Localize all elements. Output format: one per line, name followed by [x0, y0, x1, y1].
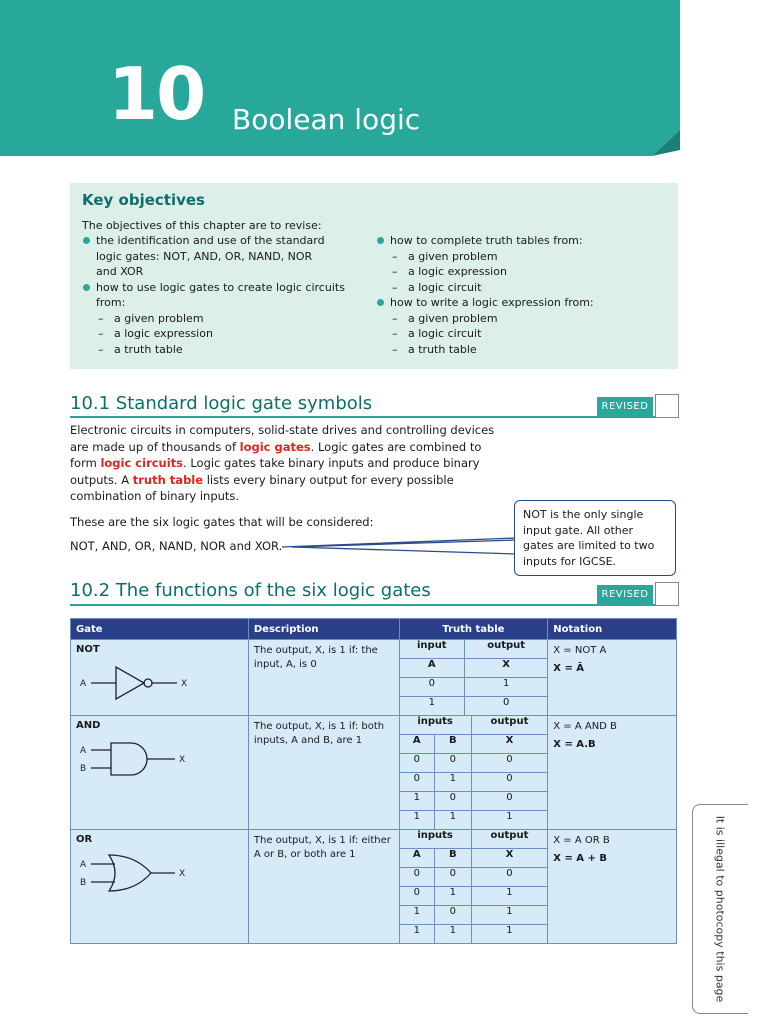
- truth-table-group-header: inputs: [400, 830, 472, 849]
- notation-expression: X = Ā: [553, 663, 585, 674]
- gate-terminal-label: B: [80, 878, 87, 888]
- truth-table-group-header: output: [471, 716, 547, 735]
- objective-continuation: logic gates: NOT, AND, OR, NAND, NOR: [96, 249, 313, 263]
- truth-table-value: 0: [435, 754, 472, 773]
- truth-table-value: 1: [471, 925, 547, 944]
- six-gates-list: NOT, AND, OR, NAND, NOR and XOR.: [70, 539, 283, 553]
- header-description: Description: [248, 619, 399, 640]
- copyright-notice: It is illegal to photocopy this page: [713, 815, 727, 1003]
- gate-cell: [71, 640, 249, 716]
- objective-subitem: – a given problem: [376, 311, 594, 327]
- truth-table-value: 1: [435, 773, 472, 792]
- objective-bullet: how to use logic gates to create logic circuits: [82, 280, 345, 296]
- chapter-number: 10: [108, 52, 205, 136]
- objectives-left-column: [82, 233, 345, 357]
- truth-table-column-header: A: [400, 659, 465, 678]
- gate-row: [71, 830, 677, 944]
- truth-table-value: 1: [400, 811, 435, 830]
- section-10-1-title: 10.1 Standard logic gate symbols: [70, 393, 373, 414]
- truth-table-value: 1: [400, 925, 435, 944]
- chapter-title: Boolean logic: [232, 103, 421, 136]
- gate-description: The output, X, is 1 if: both inputs, A and B, are 1: [253, 721, 385, 746]
- section-10-2-rule: [70, 604, 660, 606]
- truth-table: [400, 640, 548, 715]
- truth-table-column-header: X: [471, 735, 547, 754]
- truth-table-column-header: X: [471, 849, 547, 868]
- truth-table-value: 0: [400, 887, 435, 906]
- truth-table-column-header: B: [435, 849, 472, 868]
- objective-subitem: – a given problem: [82, 311, 345, 327]
- truth-table-value: 1: [435, 925, 472, 944]
- truth-table-value: 1: [400, 697, 465, 716]
- objectives-right-column: [376, 233, 594, 357]
- truth-table: [400, 716, 548, 829]
- truth-table-column-header: B: [435, 735, 472, 754]
- revised-checkbox[interactable]: [655, 394, 679, 418]
- gate-description-cell: [248, 716, 399, 830]
- truth-table-column-header: A: [400, 735, 435, 754]
- notation-text: X = A AND B: [553, 721, 617, 732]
- truth-table-cell: [399, 830, 548, 944]
- truth-table-value: 0: [465, 697, 548, 716]
- gate-terminal-label: A: [80, 860, 87, 870]
- keyword: truth table: [132, 472, 204, 487]
- paragraph-text: lists every binary output for every possible combination of binary inputs.: [70, 472, 454, 503]
- objective-continuation: from:: [96, 296, 126, 309]
- truth-table-value: 1: [471, 811, 547, 830]
- truth-table-value: 0: [471, 792, 547, 811]
- truth-table-value: 1: [471, 906, 547, 925]
- truth-table-group-header: input: [400, 640, 465, 659]
- truth-table-value: 0: [435, 792, 472, 811]
- paragraph-text: Electronic circuits in computers, solid-state drives and controlling devices are made up of thousands of: [70, 423, 495, 454]
- truth-table-value: 0: [471, 868, 547, 887]
- gate-name: NOT: [76, 644, 100, 655]
- section-10-1-rule: [70, 416, 660, 418]
- objective-subitem: – a logic circuit: [376, 280, 594, 296]
- gate-description-cell: [248, 640, 399, 716]
- objective-bullet: how to complete truth tables from:: [376, 233, 594, 249]
- revised-checkbox[interactable]: [655, 582, 679, 606]
- intro-paragraph: [70, 422, 510, 505]
- objectives-intro: The objectives of this chapter are to revise:: [82, 219, 322, 232]
- logic-gates-table: [70, 618, 677, 944]
- objective-bullet: the identification and use of the standard: [82, 233, 345, 249]
- truth-table-value: 0: [435, 868, 472, 887]
- objective-continuation: and XOR: [96, 265, 144, 278]
- gate-terminal-label: A: [80, 746, 87, 756]
- truth-table: [400, 830, 548, 943]
- header-notation: Notation: [548, 619, 677, 640]
- truth-table-value: 1: [435, 811, 472, 830]
- objective-subitem: – a logic expression: [82, 326, 345, 342]
- key-objectives-box: [70, 183, 678, 369]
- keyword: logic circuits: [100, 456, 184, 470]
- gate-cell: [71, 716, 249, 830]
- gate-description: The output, X, is 1 if: either A or B, or both are 1: [253, 835, 391, 860]
- or-gate-symbol: [71, 845, 221, 901]
- objective-subitem: – a truth table: [82, 342, 345, 358]
- callout-note: NOT is the only single input gate. All other gates are limited to two inputs for IGCSE.: [514, 500, 676, 576]
- truth-table-value: 0: [400, 773, 435, 792]
- objective-subitem: – a truth table: [376, 342, 594, 358]
- truth-table-value: 0: [400, 678, 465, 697]
- gate-row: [71, 640, 677, 716]
- truth-table-value: 0: [400, 868, 435, 887]
- objective-subitem: – a logic circuit: [376, 326, 594, 342]
- objective-bullet: how to write a logic expression from:: [376, 295, 594, 311]
- notation-cell: [548, 830, 677, 944]
- truth-table-value: 1: [471, 887, 547, 906]
- truth-table-value: 1: [465, 678, 548, 697]
- truth-table-column-header: A: [400, 849, 435, 868]
- header-gate: Gate: [71, 619, 249, 640]
- objective-subitem: – a logic expression: [376, 264, 594, 280]
- truth-table-value: 0: [471, 754, 547, 773]
- callout-pointer: [280, 536, 520, 556]
- truth-table-value: 0: [471, 773, 547, 792]
- section-10-2-title: 10.2 The functions of the six logic gates: [70, 580, 431, 601]
- notation-text: X = A OR B: [553, 835, 610, 846]
- notation-expression: X = A + B: [553, 853, 608, 864]
- objectives-heading: Key objectives: [82, 191, 205, 209]
- truth-table-value: 0: [435, 906, 472, 925]
- gate-description: The output, X, is 1 if: the input, A, is 0: [253, 645, 378, 670]
- truth-table-value: 1: [400, 792, 435, 811]
- not-gate-symbol: [71, 655, 221, 711]
- paragraph-text: . Logic gates are combined to form: [70, 439, 482, 470]
- gate-terminal-label: B: [80, 764, 87, 774]
- notation-cell: [548, 640, 677, 716]
- truth-table-column-header: X: [465, 659, 548, 678]
- truth-table-cell: [399, 640, 548, 716]
- objective-subitem: – a given problem: [376, 249, 594, 265]
- gate-name: AND: [76, 720, 101, 731]
- six-gates-sentence: These are the six logic gates that will be considered:: [70, 515, 374, 529]
- gate-terminal-label: X: [179, 755, 186, 765]
- truth-table-cell: [399, 716, 548, 830]
- truth-table-group-header: inputs: [400, 716, 472, 735]
- gate-terminal-label: X: [181, 679, 188, 689]
- gate-name: OR: [76, 834, 93, 845]
- keyword: logic gates: [239, 439, 311, 454]
- notation-text: X = NOT A: [553, 645, 607, 656]
- gate-description-cell: [248, 830, 399, 944]
- paragraph-text: . Logic gates take binary inputs and produce binary outputs. A: [70, 456, 480, 487]
- revised-badge: REVISED: [597, 585, 653, 605]
- gate-cell: [71, 830, 249, 944]
- header-truth-table: Truth table: [399, 619, 548, 640]
- truth-table-group-header: output: [471, 830, 547, 849]
- gate-terminal-label: A: [80, 679, 87, 689]
- and-gate-symbol: [71, 731, 221, 787]
- revised-badge: REVISED: [597, 397, 653, 417]
- notation-expression: X = A.B: [553, 739, 596, 750]
- truth-table-value: 1: [435, 887, 472, 906]
- truth-table-value: 0: [400, 754, 435, 773]
- truth-table-group-header: output: [465, 640, 548, 659]
- truth-table-value: 1: [400, 906, 435, 925]
- gate-row: [71, 716, 677, 830]
- gate-terminal-label: X: [179, 869, 186, 879]
- notation-cell: [548, 716, 677, 830]
